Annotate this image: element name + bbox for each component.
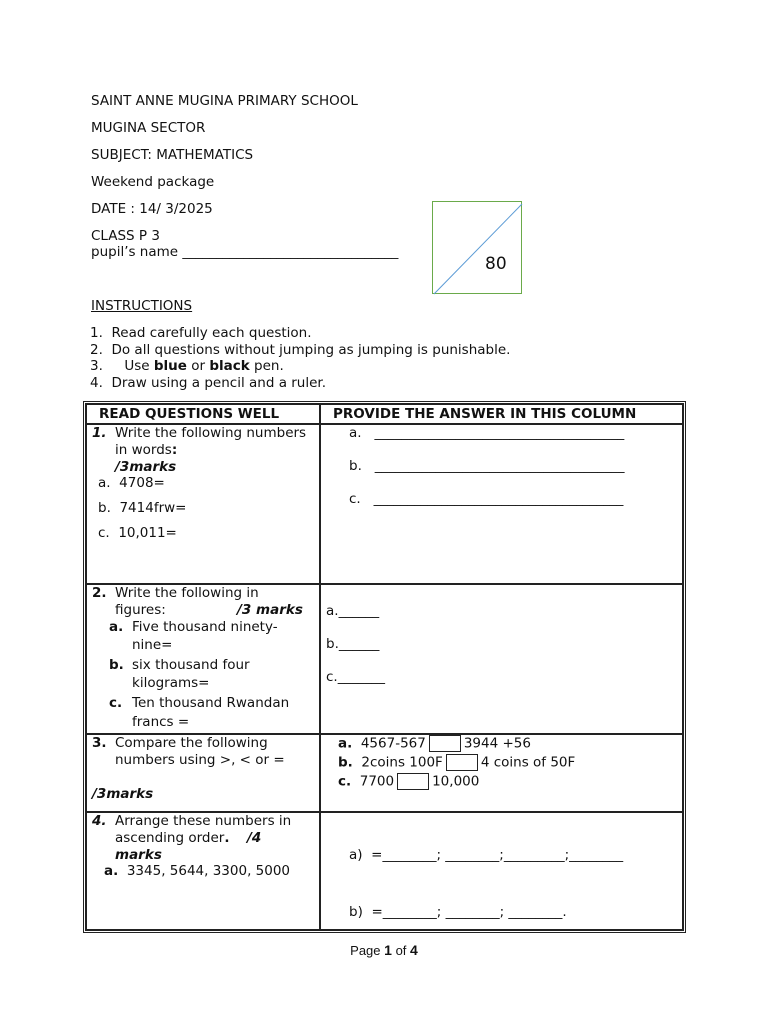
- q4-number: 4.: [92, 813, 107, 829]
- q2-number: 2.: [92, 585, 107, 601]
- q1-answer-a[interactable]: a. _____________________________________: [349, 425, 625, 441]
- pupil-name-line: pupil’s name ________________________________: [91, 244, 399, 260]
- q2-item-c-l1: Ten thousand Rwandan: [132, 695, 290, 711]
- instructions-title: INSTRUCTIONS: [91, 298, 193, 314]
- instruction-1: [90, 325, 312, 341]
- score-box: [432, 201, 522, 294]
- class-line: CLASS P 3: [91, 228, 160, 244]
- score-total: 80: [485, 254, 507, 274]
- header-right-cell: [320, 404, 683, 424]
- q1-line1: Write the following numbers: [115, 425, 307, 441]
- q3-question-cell: [86, 734, 320, 812]
- instruction-number: 2.: [90, 342, 103, 358]
- q2-line1: Write the following in: [115, 585, 259, 601]
- q1-answer-c[interactable]: c. _____________________________________: [349, 491, 624, 507]
- q2-item-b-label: b.: [109, 657, 124, 673]
- footer-current-page: 1: [384, 942, 392, 958]
- q2-item-a-l1: Five thousand ninety-: [132, 619, 278, 635]
- q2-item-a-label: a.: [109, 619, 124, 635]
- instruction-text: Use: [124, 358, 154, 374]
- q1-number: 1.: [92, 425, 107, 441]
- q3-line1: Compare the following: [115, 735, 268, 751]
- instruction-4: [90, 375, 326, 391]
- score-diagonal: [433, 202, 523, 295]
- footer-of-word: of: [395, 943, 407, 958]
- instruction-2: [90, 342, 510, 358]
- instruction-text: Draw using a pencil and a ruler.: [111, 375, 327, 391]
- instruction-number: 4.: [90, 375, 103, 391]
- q2-answer-cell: [320, 584, 683, 734]
- q4-question-cell: [86, 812, 320, 930]
- q2-item-c-label: c.: [109, 695, 123, 711]
- compare-box-c[interactable]: [397, 773, 429, 790]
- footer-total-pages: 4: [410, 942, 418, 958]
- q2-answer-c[interactable]: c._______: [326, 669, 385, 685]
- compare-box-a[interactable]: [429, 735, 461, 752]
- q2-marks: /3 marks: [237, 602, 303, 618]
- q4-marks-b: marks: [115, 847, 162, 863]
- q4-marks-a: /4: [247, 830, 262, 846]
- q1-answer-b[interactable]: b. _____________________________________: [349, 458, 625, 474]
- q3-number: 3.: [92, 735, 107, 751]
- q2-question-cell: [86, 584, 320, 734]
- q2-item-a-l2: nine=: [132, 637, 173, 653]
- instruction-text: Read carefully each question.: [111, 325, 312, 341]
- instruction-bold-black: black: [209, 358, 250, 374]
- compare-box-b[interactable]: [446, 754, 478, 771]
- q1-line2: in words:: [115, 442, 178, 458]
- q1-question-cell: [86, 424, 320, 584]
- q4-answer-cell: [320, 812, 683, 930]
- q2-item-b-l1: six thousand four: [132, 657, 250, 673]
- page-footer: [0, 942, 768, 958]
- q4-line2: ascending order.: [115, 830, 230, 846]
- q4-answer-b[interactable]: b) =________; ________; ________.: [349, 904, 567, 920]
- instruction-text: or: [186, 358, 210, 374]
- q3-line2: numbers using >, < or =: [115, 752, 285, 768]
- q3-item-a: a. 4567-567 3944 +56: [338, 735, 531, 752]
- sector-name: MUGINA SECTOR: [91, 120, 206, 136]
- header-left-cell: [86, 404, 320, 424]
- instruction-number: 3.: [90, 358, 103, 374]
- instruction-3: [90, 358, 284, 374]
- q3-marks: /3marks: [92, 786, 154, 802]
- q1-answer-cell: [320, 424, 683, 584]
- q1-item-c: c. 10,011=: [98, 525, 177, 541]
- q2-item-c-l2: francs =: [132, 714, 190, 730]
- subject-line: SUBJECT: MATHEMATICS: [91, 147, 254, 163]
- q1-item-b: b. 7414frw=: [98, 500, 187, 516]
- instruction-bold-blue: blue: [153, 358, 187, 374]
- instruction-number: 1.: [90, 325, 103, 341]
- header-left: READ QUESTIONS WELL: [99, 406, 280, 422]
- package-line: Weekend package: [91, 174, 215, 190]
- questions-table: [83, 401, 686, 933]
- q1-marks: /3marks: [115, 459, 177, 475]
- school-name: SAINT ANNE MUGINA PRIMARY SCHOOL: [91, 93, 358, 109]
- q2-answer-b[interactable]: b.______: [326, 636, 380, 652]
- date-line: DATE : 14/ 3/2025: [91, 201, 213, 217]
- instruction-text: pen.: [249, 358, 284, 374]
- header-right: PROVIDE THE ANSWER IN THIS COLUMN: [333, 406, 637, 422]
- q3-item-c: c. 7700 10,000: [338, 773, 480, 790]
- q3-item-b: b. 2coins 100F 4 coins of 50F: [338, 754, 576, 771]
- q4-line1: Arrange these numbers in: [115, 813, 292, 829]
- q2-line2: figures:: [115, 602, 166, 618]
- footer-page-word: Page: [350, 943, 381, 958]
- q2-answer-a[interactable]: a.______: [326, 603, 380, 619]
- q4-item-a: a. 3345, 5644, 3300, 5000: [104, 863, 291, 879]
- instruction-text: Do all questions without jumping as jumping is punishable.: [111, 342, 511, 358]
- q3-answer-cell: [320, 734, 683, 812]
- q4-answer-a[interactable]: a) =________; ________;_________;________: [349, 847, 624, 863]
- q2-item-b-l2: kilograms=: [132, 675, 210, 691]
- q1-item-a: a. 4708=: [98, 475, 165, 491]
